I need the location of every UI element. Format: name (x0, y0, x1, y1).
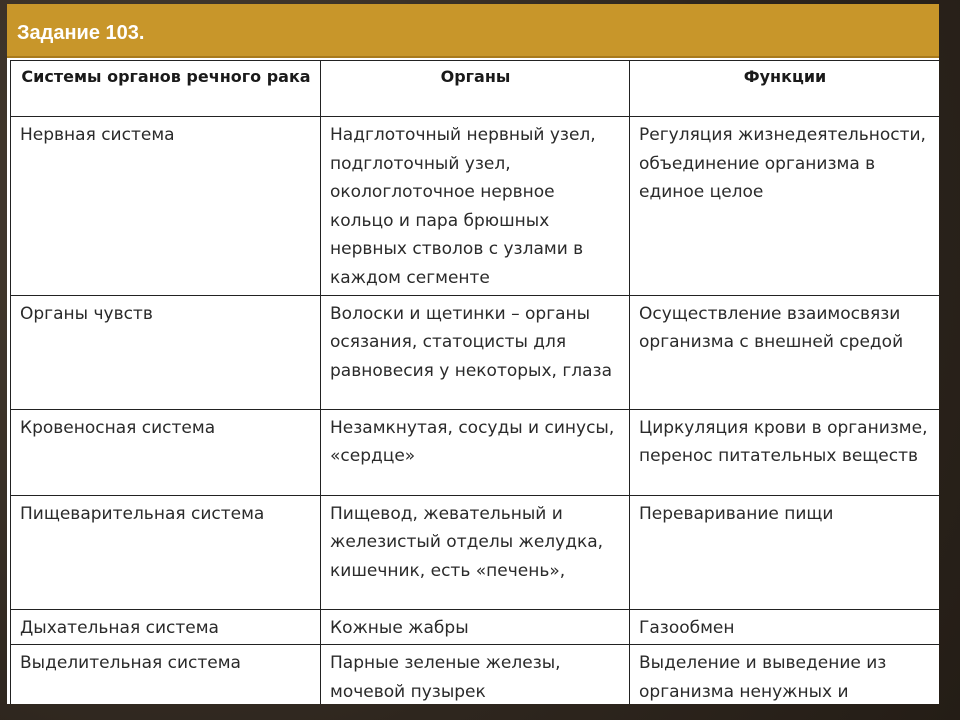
cell-functions: Газообмен (630, 609, 940, 645)
table-row (11, 409, 940, 495)
cell-functions: Переваривание пищи (630, 495, 940, 609)
organ-systems-table (10, 60, 939, 704)
cell-organs: Парные зеленые железы, мочевой пузырек (321, 645, 630, 704)
cell-system: Кровеносная система (11, 409, 321, 495)
cell-organs: Волоски и щетинки – органы осязания, статоцисты для равновесия у некоторых, глаза (321, 295, 630, 409)
cell-functions: Осуществление взаимосвязи организма с внешней средой (630, 295, 940, 409)
cell-system: Дыхательная система (11, 609, 321, 645)
table-header-row (11, 61, 940, 117)
cell-functions: Циркуляция крови в организме, перенос питательных веществ (630, 409, 940, 495)
cell-system: Пищеварительная система (11, 495, 321, 609)
table-row (11, 495, 940, 609)
cell-organs: Пищевод, жевательный и железистый отделы желудка, кишечник, есть «печень», (321, 495, 630, 609)
table-container (7, 58, 939, 704)
cell-system: Выделительная система (11, 645, 321, 704)
table-row (11, 295, 940, 409)
header-functions: Функции (630, 61, 940, 117)
table-row (11, 117, 940, 296)
cell-functions: Выделение и выведение из организма ненужных и (630, 645, 940, 704)
header-systems: Системы органов речного рака (11, 61, 321, 117)
slide-title: Задание 103. (17, 22, 145, 44)
cell-organs: Надглоточный нервный узел, подглоточный узел, окологлоточное нервное кольцо и пара брюшных нервных стволов с узлами в каждом сегменте (321, 117, 630, 296)
table-row (11, 609, 940, 645)
cell-system: Органы чувств (11, 295, 321, 409)
cell-organs: Кожные жабры (321, 609, 630, 645)
header-organs: Органы (321, 61, 630, 117)
cell-system: Нервная система (11, 117, 321, 296)
cell-functions: Регуляция жизнедеятельности, объединение организма в единое целое (630, 117, 940, 296)
title-bar (7, 4, 939, 58)
table-row (11, 645, 940, 704)
cell-organs: Незамкнутая, сосуды и синусы, «сердце» (321, 409, 630, 495)
